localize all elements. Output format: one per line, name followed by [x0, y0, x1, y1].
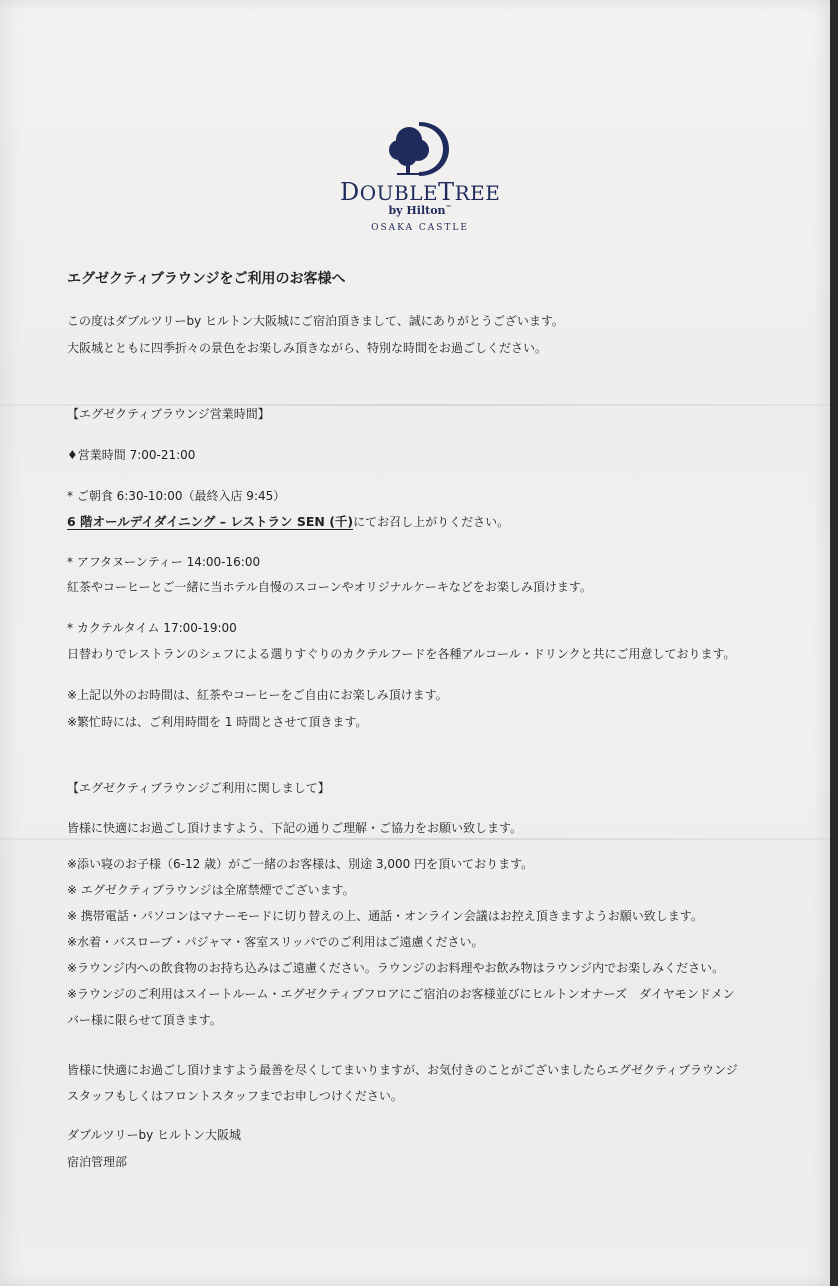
rules-section-title: 【エグゼクティブラウンジご利用に関しまして】 — [67, 781, 330, 795]
rule-item: ※水着・バスローブ・パジャマ・客室スリッパでのご利用はご遠慮ください。 — [67, 935, 484, 949]
brand-name: DOUBLETREE — [340, 178, 501, 206]
cocktail-note: 日替わりでレストランのシェフによる選りすぐりのカクテルフードを各種アルコール・ドリンクと共にご用意しております。 — [67, 647, 736, 661]
hours-section-title: 【エグゼクティブラウンジ営業時間】 — [67, 407, 270, 421]
signature-hotel: ダブルツリーby ヒルトン大阪城 — [67, 1128, 242, 1142]
breakfast-hours: * ご朝食 6:30-10:00（最終入店 9:45） — [67, 489, 286, 503]
opening-hours: ♦営業時間 7:00-21:00 — [67, 448, 196, 462]
intro-line: 大阪城とともに四季折々の景色をお楽しみ頂きながら、特別な時間をお過ごしください。 — [67, 341, 548, 355]
rule-item: ※ エグゼクティブラウンジは全席禁煙でございます。 — [67, 883, 355, 897]
rules-intro: 皆様に快適にお過ごし頂けますよう、下記の通りご理解・ご協力をお願い致します。 — [67, 821, 523, 835]
intro-line: この度はダブルツリーby ヒルトン大阪城にご宿泊頂きまして、誠にありがとうございます。 — [67, 314, 564, 328]
brand-byline: by Hilton™ — [388, 204, 452, 217]
closing-line: スタッフもしくはフロントスタッフまでお申しつけください。 — [67, 1089, 403, 1103]
rule-item: ※添い寝のお子様（6-12 歳）がご一緒のお客様は、別途 3,000 円を頂いております。 — [67, 857, 534, 871]
fold-line — [0, 838, 830, 840]
signature-department: 宿泊管理部 — [67, 1155, 128, 1169]
closing-line: 皆様に快適にお過ごし頂けますよう最善を尽くしてまいりますが、お気付きのことがございましたらエグゼクティブラウンジ — [67, 1063, 738, 1077]
breakfast-location: 6 階オールデイダイニング – レストラン SEN (千)にてお召し上がりください。 — [67, 514, 510, 529]
afternoon-tea-note: 紅茶やコーヒーとご一緒に当ホテル自慢のスコーンやオリジナルケーキなどをお楽しみ頂けます。 — [67, 580, 592, 594]
rule-item: ※ 携帯電話・パソコンはマナーモードに切り替えの上、通話・オンライン会議はお控え頂きますようお願い致します。 — [67, 909, 703, 923]
brand-location: OSAKA CASTLE — [371, 223, 469, 233]
rule-item: ※ラウンジ内への飲食物のお持ち込みはご遠慮ください。ラウンジのお料理やお飲み物はラウンジ内でお楽しみください。 — [67, 961, 725, 975]
restaurant-name: 6 階オールデイダイニング – レストラン SEN (千) — [67, 514, 354, 529]
note-line: ※上記以外のお時間は、紅茶やコーヒーをご自由にお楽しみ頂けます。 — [67, 688, 448, 702]
rule-item-continued: バー様に限らせて頂きます。 — [67, 1013, 222, 1027]
note-line: ※繁忙時には、ご利用時間を 1 時間とさせて頂きます。 — [67, 715, 368, 729]
rule-item: ※ラウンジのご利用はスイートルーム・エグゼクティブフロアにご宿泊のお客様並びにヒルトンオナーズ ダイヤモンドメン — [67, 987, 735, 1001]
cocktail-hours: * カクテルタイム 17:00-19:00 — [67, 621, 237, 635]
doubletree-logo — [340, 118, 500, 233]
afternoon-tea-hours: * アフタヌーンティー 14:00-16:00 — [67, 555, 261, 569]
tree-icon — [385, 118, 455, 180]
letter-heading: エグゼクティブラウンジをご利用のお客様へ — [67, 271, 346, 287]
